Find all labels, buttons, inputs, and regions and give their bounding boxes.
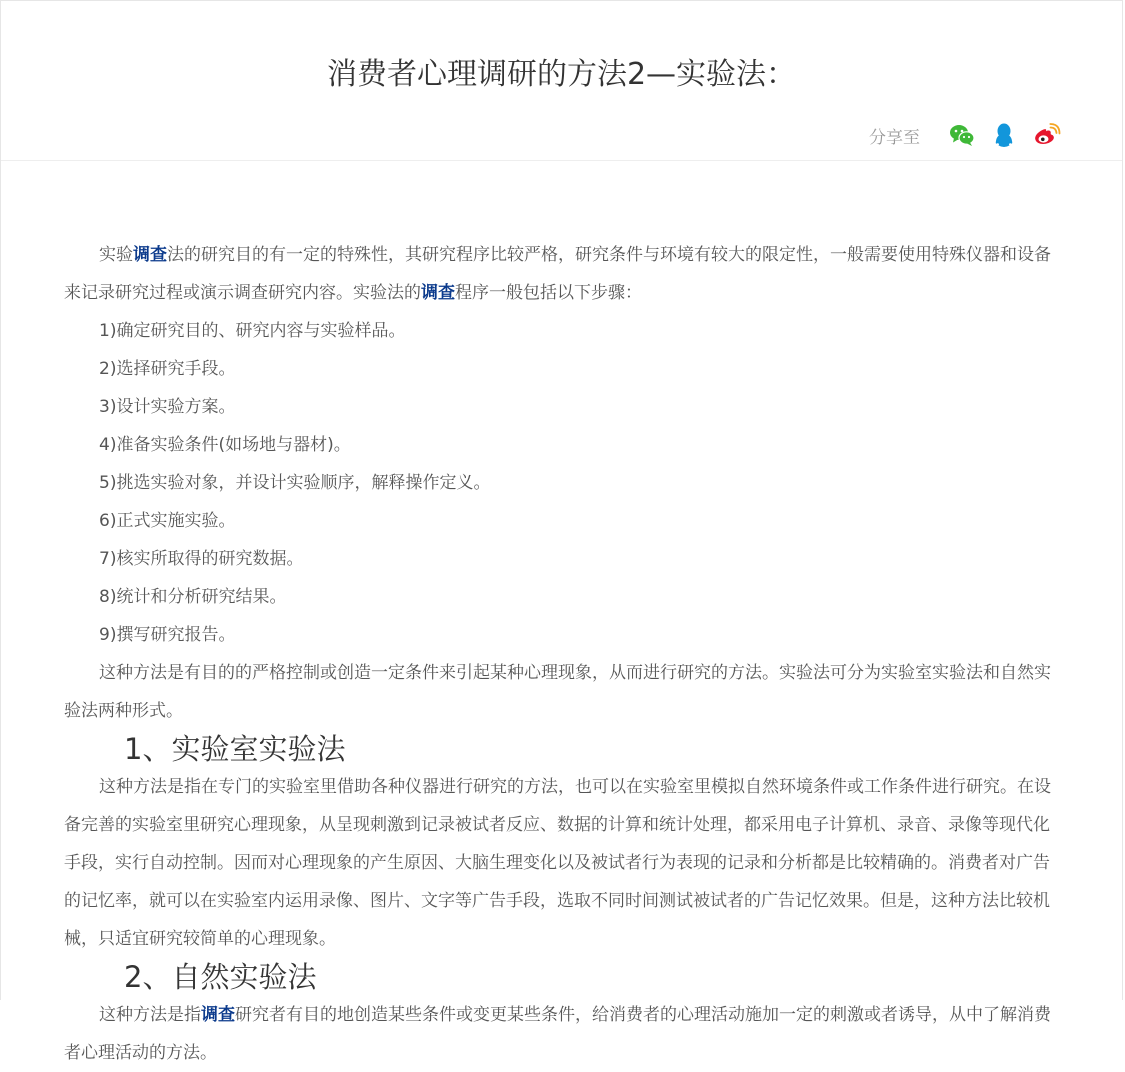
step-item: 4)准备实验条件(如场地与器材)。	[99, 435, 351, 455]
step-item: 1)确定研究目的、研究内容与实验样品。	[99, 321, 406, 341]
summary-paragraph: 这种方法是有目的的严格控制或创造一定条件来引起某种心理现象，从而进行研究的方法。实验法可分为实验室实验法和自然实验法两种形式。	[64, 663, 1051, 721]
step-item: 8)统计和分析研究结果。	[99, 587, 287, 607]
section-heading-lab-experiment: 1、实验室实验法	[124, 732, 346, 766]
intro-text-1: 实验	[99, 245, 133, 265]
weibo-icon[interactable]	[1032, 121, 1060, 149]
keyword-link-survey[interactable]: 调查	[201, 1005, 235, 1025]
step-item: 3)设计实验方案。	[99, 397, 236, 417]
qq-icon[interactable]	[990, 121, 1018, 149]
keyword-link-survey[interactable]: 调查	[421, 283, 455, 303]
intro-text-2: 法的研究目的有一定的特殊性，其研究程序比较严格，研究条件与环境有较大的限定性，一般需要使用特殊仪器和设备来记录研究过程或演示调查研究内容。实验法的	[64, 245, 1051, 303]
step-item: 7)核实所取得的研究数据。	[99, 549, 304, 569]
article-title: 消费者心理调研的方法2—实验法：	[326, 57, 797, 92]
section-paragraph-lab-experiment: 这种方法是指在专门的实验室里借助各种仪器进行研究的方法，也可以在实验室里模拟自然环境条件或工作条件进行研究。在设备完善的实验室里研究心理现象，从呈现刺激到记录被试者反应、数据的计算和统计处理，都采用电子计算机、录音、录像等现代化手段，实行自动控制。因而对心理现象的产生原因、大脑生理变化以及被试者行为表现的记录和分析都是比较精确的。消费者对广告的记忆率，就可以在实验室内运用录像、图片、文字等广告手段，选取不同时间测试被试者的广告记忆效果。但是，这种方法比较机械，只适宜研究较简单的心理现象。	[64, 777, 1051, 949]
section2-text-2: 研究者有目的地创造某些条件或变更某些条件，给消费者的心理活动施加一定的刺激或者诱导，从中了解消费者心理活动的方法。	[64, 1005, 1051, 1063]
step-item: 2)选择研究手段。	[99, 359, 236, 379]
intro-paragraph	[64, 236, 1063, 312]
article-header	[1, 1, 1122, 161]
section-paragraph-natural-experiment	[64, 996, 1063, 1072]
section2-text-1: 这种方法是指	[99, 1005, 201, 1025]
section-heading-natural-experiment: 2、自然实验法	[124, 960, 317, 994]
intro-text-3: 程序一般包括以下步骤：	[455, 283, 642, 303]
article-body	[64, 236, 1063, 1072]
keyword-link-survey[interactable]: 调查	[133, 245, 167, 265]
step-item: 9)撰写研究报告。	[99, 625, 236, 645]
step-item: 6)正式实施实验。	[99, 511, 236, 531]
share-label: 分享至	[869, 127, 920, 148]
step-item: 5)挑选实验对象，并设计实验顺序，解释操作定义。	[99, 473, 491, 493]
share-bar	[869, 121, 1060, 149]
wechat-icon[interactable]	[948, 121, 976, 149]
